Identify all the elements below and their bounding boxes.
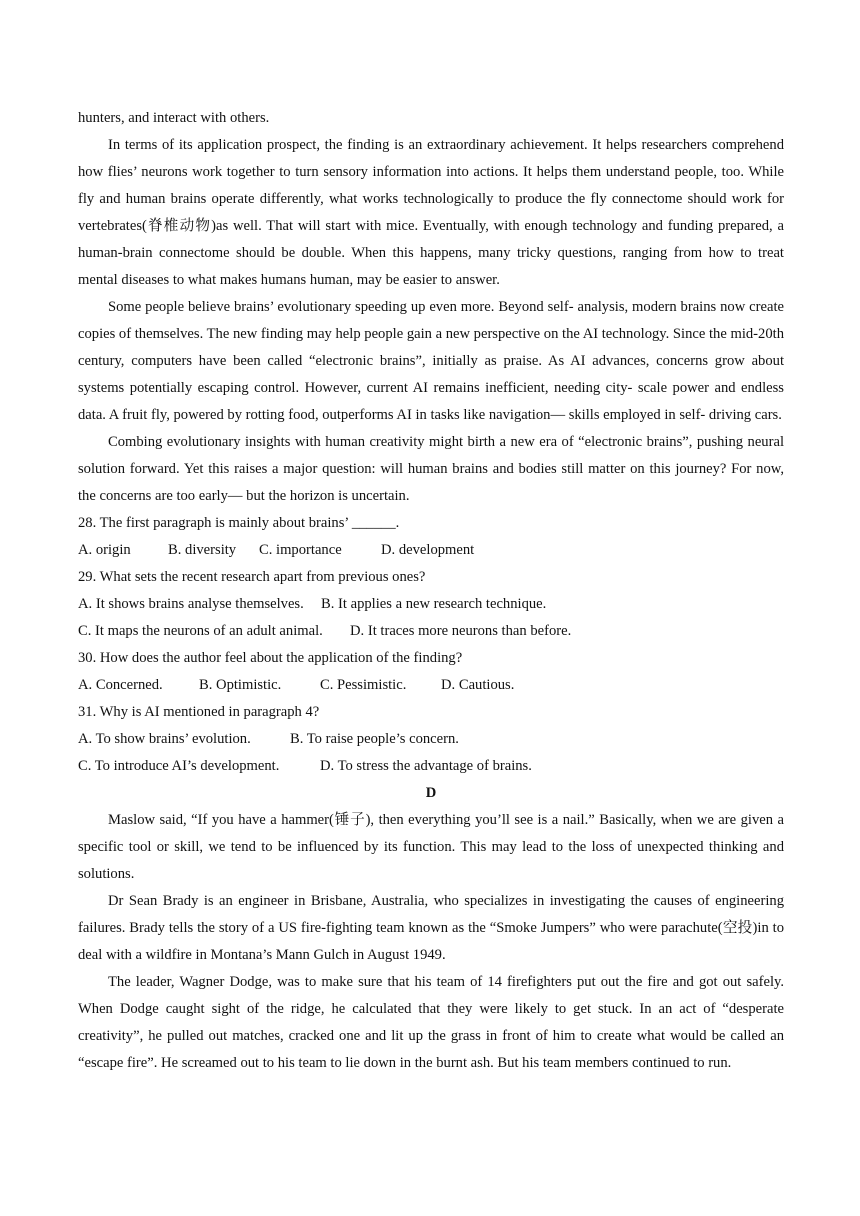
q30-option-d: D. Cautious.	[441, 677, 515, 693]
question-28-options	[78, 537, 784, 564]
q31-option-b: B. To raise people’s concern.	[290, 731, 459, 747]
passage-d-heading: D	[425, 785, 437, 801]
question-30-stem: 30. How does the author feel about the application of the finding?	[78, 650, 463, 666]
q28-option-d: D. development	[381, 542, 475, 558]
question-31-options-row-1	[78, 726, 784, 753]
q28-option-b: B. diversity	[168, 542, 237, 558]
passage-d-paragraph-3: The leader, Wagner Dodge, was to make sure that his team of 14 firefighters put out the fire and got out safely. When Dodge caught sight of the ridge, he calculated that they were likely to get stuck. In an act of “desperate creativity”, he pulled out matches, cracked one and lit up the grass in front of him to create what would be called an “escape fire”. He screamed out to his team to lie down in the burnt ash. But his team members continued to run.	[78, 974, 784, 1071]
q29-option-b: B. It applies a new research technique.	[321, 596, 547, 612]
q30-option-c: C. Pessimistic.	[320, 677, 407, 693]
document-page	[78, 105, 784, 1077]
question-29-stem: 29. What sets the recent research apart from previous ones?	[78, 569, 426, 585]
question-29-options-row-2	[78, 618, 784, 645]
question-31-options-row-2	[78, 753, 784, 780]
q29-option-a: A. It shows brains analyse themselves.	[78, 596, 304, 612]
question-28-stem: 28. The first paragraph is mainly about brains’ ______.	[78, 515, 400, 531]
q30-option-a: A. Concerned.	[78, 677, 163, 693]
passage-c-paragraph-2: In terms of its application prospect, the finding is an extraordinary achievement. It helps researchers comprehend how flies’ neurons work together to turn sensory information into actions. It helps them understand people, too. While fly and human brains operate differently, what works technologically to produce the fly connectome should work for vertebrates(脊椎动物)as well. That will start with mice. Eventually, with enough technology and funding prepared, a human-brain connectome should be double. When this happens, many tricky questions, ranging from how to treat mental diseases to what makes humans human, may be easier to answer.	[78, 137, 784, 288]
passage-c-continuation: hunters, and interact with others.	[78, 110, 270, 126]
question-29-options-row-1	[78, 591, 784, 618]
passage-c-paragraph-3: Some people believe brains’ evolutionary speeding up even more. Beyond self- analysis, modern brains now create copies of themselves. The new finding may help people gain a new perspective on the AI technology. Since the mid-20th century, computers have been called “electronic brains”, initially as praise. As AI advances, concerns grow about systems potentially escaping control. However, current AI remains inefficient, needing city- scale power and endless data. A fruit fly, powered by rotting food, outperforms AI in tasks like navigation— skills employed in self- driving cars.	[78, 299, 784, 423]
q28-option-a: A. origin	[78, 542, 131, 558]
q28-option-c: C. importance	[259, 542, 342, 558]
q30-option-b: B. Optimistic.	[199, 677, 282, 693]
q31-option-a: A. To show brains’ evolution.	[78, 731, 251, 747]
passage-d-paragraph-2: Dr Sean Brady is an engineer in Brisbane, Australia, who specializes in investigating the causes of engineering failures. Brady tells the story of a US fire-fighting team known as the “Smoke Jumpers” who were parachute(空投)in to deal with a wildfire in Montana’s Mann Gulch in August 1949.	[78, 893, 784, 963]
q29-option-d: D. It traces more neurons than before.	[350, 623, 572, 639]
passage-d-paragraph-1: Maslow said, “If you have a hammer(锤子), then everything you’ll see is a nail.” Basically, when we are given a specific tool or skill, we tend to be influenced by its function. This may lead to the loss of unexpected thinking and solutions.	[78, 812, 784, 882]
q31-option-c: C. To introduce AI’s development.	[78, 758, 280, 774]
passage-c-paragraph-4: Combing evolutionary insights with human creativity might birth a new era of “electronic brains”, pushing neural solution forward. Yet this raises a major question: will human brains and bodies still matter on this journey? For now, the concerns are too early— but the horizon is uncertain.	[78, 434, 784, 504]
q31-option-d: D. To stress the advantage of brains.	[320, 758, 532, 774]
question-30-options	[78, 672, 784, 699]
q29-option-c: C. It maps the neurons of an adult animal.	[78, 623, 323, 639]
question-31-stem: 31. Why is AI mentioned in paragraph 4?	[78, 704, 320, 720]
